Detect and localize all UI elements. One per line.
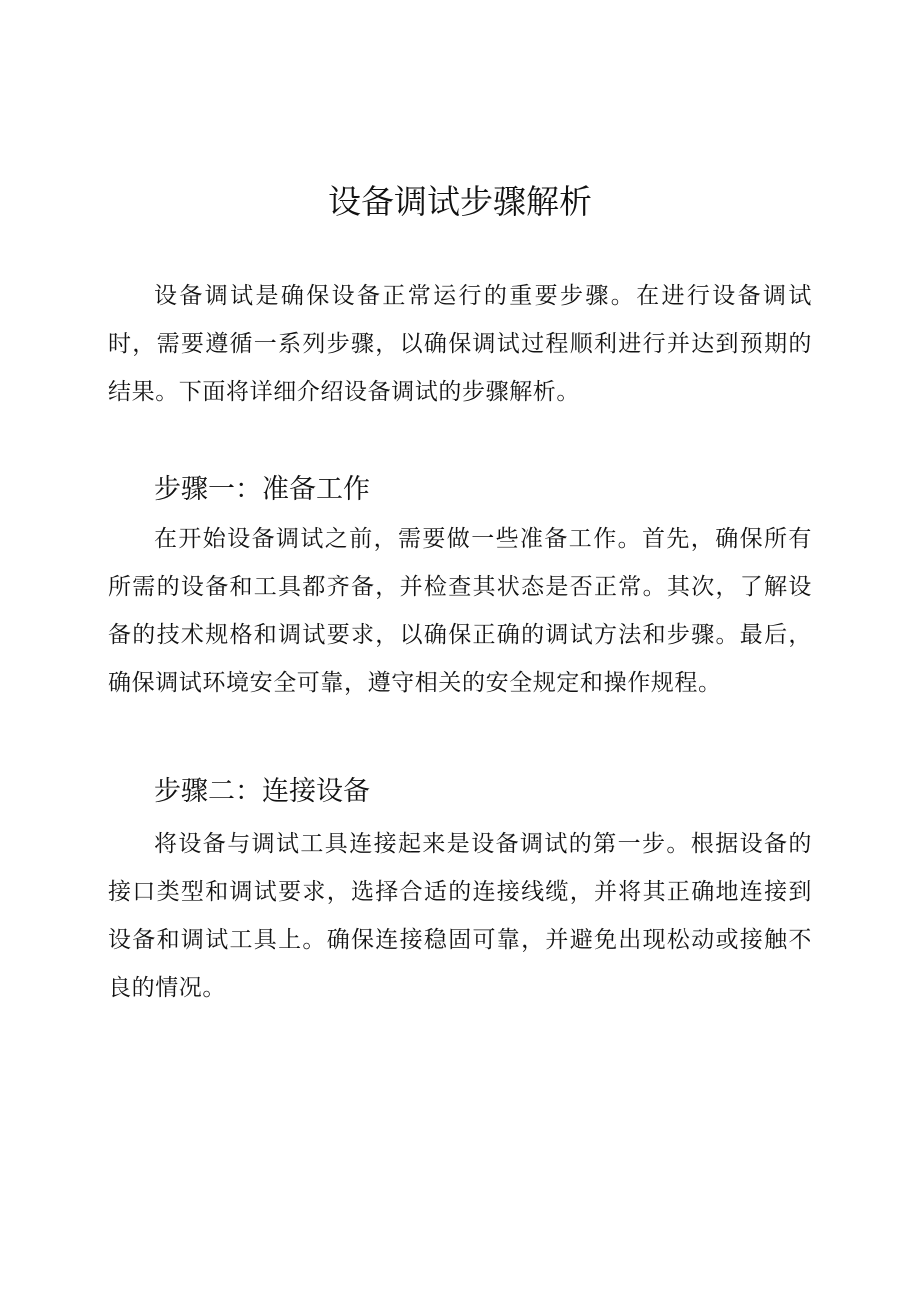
intro-paragraph: 设备调试是确保设备正常运行的重要步骤。在进行设备调试时，需要遵循一系列步骤，以确保调试过程顺利进行并达到预期的结果。下面将详细介绍设备调试的步骤解析。 [108, 283, 812, 405]
section-body-step1: 在开始设备调试之前，需要做一些准备工作。首先，确保所有所需的设备和工具都齐备，并检查其状态是否正常。其次，了解设备的技术规格和调试要求，以确保正确的调试方法和步骤。最后，确保调试环境安全可靠，遵守相关的安全规定和操作规程。 [108, 526, 812, 696]
section-body-step2: 将设备与调试工具连接起来是设备调试的第一步。根据设备的接口类型和调试要求，选择合适的连接线缆，并将其正确地连接到设备和调试工具上。确保连接稳固可靠，并避免出现松动或接触不良的情况。 [108, 831, 812, 1001]
document-title: 设备调试步骤解析 [328, 182, 592, 221]
section-heading-step2: 步骤二：连接设备 [154, 776, 370, 807]
section-heading-step1: 步骤一：准备工作 [154, 474, 370, 505]
